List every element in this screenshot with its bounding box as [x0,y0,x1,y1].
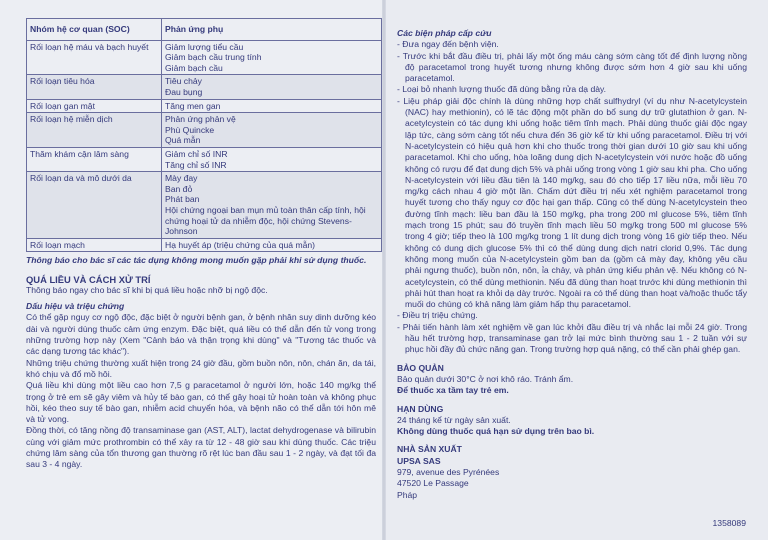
organ-cell: Rối loạn da và mô dưới da [27,172,162,239]
effect-text: Ban đỏ [165,183,193,194]
table-row [27,147,382,171]
table-row [27,75,382,99]
organ-cell: Rối loạn gan mật [27,99,162,113]
effect-text: Đau bụng [165,86,203,97]
effect-text: Hạ huyết áp (triệu chứng của quá mẫn) [165,239,316,250]
storage-text: Bảo quản dưới 30°C ở nơi khô ráo. Tránh ẩm. [397,373,574,384]
effect-cell [162,99,382,113]
effect-text: Phát ban [165,194,200,205]
manufacturer-country: Pháp [397,489,418,500]
effect-text: Quá mẫn [165,135,201,146]
bullet-text: Điều trị triệu chứng. [402,310,478,321]
emergency-bullet: - Điều trị triệu chứng. [397,310,478,321]
table-row [27,40,382,75]
effect-text: Hội chứng ngoại ban mụn mủ toàn thân cấp tính, hội chứng hoại tử da nhiễm độc, hội chứng Stevens-Johnson [165,204,366,237]
emergency-title: Các biện pháp cấp cứu [397,28,492,38]
organ-cell: Rối loạn hệ miễn dịch [27,113,162,148]
emergency-bullet: - Trước khi bắt đầu điều trị, phải lấy một ống máu càng sớm càng tốt để định lượng nồng độ paracetamol trong huyết tương nhưng không được sớm hơn 4 giờ sau khi uống paracetamol. [397,50,747,84]
bullet-text: Liệu pháp giải độc chính là dùng những hợp chất sulfhydryl (ví dụ như N-acetylcystein (NAC) hay methionin), có lẽ tác động một phần do bổ sung dự trữ glutathion ở gan. N-acetylcystein có tác dụng khi uống hoặc tiêm tĩnh mạch. Phải dùng thuốc giải độc ngay lập tức, càng sớm càng tốt nếu chưa đến 36 giờ kể từ khi uống paracetamol. Điều trị với N-acetylcystein có hiệu quả hơn khi cho thuốc trong thời gian dưới 10 giờ sau khi uống paracetamol. Khi cho uống, hòa loãng dung dịch N-acetylcystein với nước hoặc đồ uống không có rượu để đạt dung dịch 5% và phải uống trong vòng 1 giờ sau khi pha. Cho uống N-acetylcystein với liều đầu tiên là 140 mg/kg, sau đó cho tiếp 17 liều nữa, mỗi liều 70 mg/kg cách nhau 4 giờ một lần. Chấm dứt điều trị nếu xét nghiệm paracetamol trong huyết tương cho thấy nguy cơ độc hại gan thấp. Cũng có thể dùng N-acetylcystein theo đường tĩnh mạch: liều ban đầu là 150 mg/kg, pha trong 200 ml glucose 5%, tiêm tĩnh mạch trong 15 phút; sau đó truyền tĩnh mạch liều 50 mg/kg trong 500 ml glucose 5% trong 4 giờ; tiếp theo là 100 mg/kg trong 1 lít dung dịch trong vòng 16 giờ tiếp theo. Nếu không có dung dịch glucose 5% thì có thể dùng dung dịch natri clorid 0,9%. Tác dụng không mong muốn của N-acetylcystein gồm ban da (gồm cả mày đay, không yêu cầu phải ngưng thuốc), buồn nôn, nôn, ỉa chảy, và phản ứng kiểu phản vệ. Nếu không có N-acetylcystein, có thể dùng methionin. Nếu đã dùng than hoạt trước khi dùng methionin thì phải hút than hoạt ra khỏi dạ dày trước. Ngoài ra có thể dùng than hoạt và/hoặc thuốc tẩy muối do chúng có khả năng làm giảm hấp thụ paracetamol. [403,95,748,310]
symptoms-paragraph: Những triệu chứng thường xuất hiện trong 24 giờ đầu, gồm buồn nôn, nôn, chán ăn, da tái, khó chịu và đổ mồ hôi. [26,357,376,379]
storage-title: BẢO QUẢN [397,362,444,373]
organ-cell: Rối loạn hệ máu và bạch huyết [27,40,162,75]
effect-text: Tăng chỉ số INR [165,159,227,170]
header-organ: Nhóm hệ cơ quan (SOC) [27,19,162,41]
effect-cell [162,172,382,239]
side-effects-note: Thông báo cho bác sĩ các tác dụng không mong muốn gặp phải khi sử dụng thuốc. [26,255,367,266]
storage-warning: Để thuốc xa tầm tay trẻ em. [397,385,509,396]
organ-cell: Rối loạn mạch [27,238,162,252]
side-effects-table [26,18,382,252]
header-effect: Phản ứng phụ [162,19,382,41]
right-column [397,28,747,501]
organ-cell: Rối loạn tiêu hóa [27,75,162,99]
table-row [27,113,382,148]
emergency-bullet: - Loại bỏ nhanh lượng thuốc đã dùng bằng rửa dạ dày. [397,84,607,95]
overdose-paragraph: Quá liều khi dùng một liều cao hơn 7,5 g paracetamol ở người lớn, hoặc 140 mg/kg thể trọng ở trẻ em sẽ gây viêm và hủy tế bào gan, có thể gây hoại tử hoàn toàn và không phục hồi, kéo theo suy tế bào gan, nhiễm acid chuyển hóa, và bệnh não có thể dẫn tới hôn mê và tử vong. [26,380,376,425]
overdose-intro: Thông báo ngay cho bác sĩ khi bị quá liều hoặc nhỡ bị ngộ độc. [26,284,268,295]
table-row [27,99,382,113]
manufacturer-title: NHÀ SẢN XUẤT [397,444,462,455]
page-fold [382,0,386,540]
signs-paragraph: Có thể gặp nguy cơ ngộ độc, đặc biệt ở người bệnh gan, ở bệnh nhân suy dinh dưỡng kéo dài và người dùng thuốc cảm ứng enzym. Đặc biệt, quá liều có thể dẫn đến tử vong trong những trường hợp này (Xem "Cảnh báo và thận trọng khi dùng" và "Tương tác thuốc và các dạng tương tác khác"). [26,312,376,357]
liver-paragraph: Đồng thời, có tăng nồng độ transaminase gan (AST, ALT), lactat dehydrogenase và bilirubin cùng với giảm mức prothrombin có thể xảy ra từ 12 - 48 giờ sau khi dùng thuốc. Các triệu chứng lâm sàng của tổn thương gan thường rõ rệt lúc ban đầu sau 1 - 2 ngày, và đạt tối đa sau 3 - 4 ngày. [26,425,376,470]
bullet-text: Phải tiến hành làm xét nghiệm về gan lúc khởi đầu điều trị và nhắc lại mỗi 24 giờ. Trong hầu hết trường hợp, transaminase gan trở lại mức bình thường sau 1 - 2 tuần với sự phục hồi đầy đủ chức năng gan. Trong trường hợp quá nặng, có thể cần phải ghép gan. [402,321,747,355]
organ-cell: Thăm khám cận lâm sàng [27,147,162,171]
table-row [27,172,382,239]
emergency-bullet: - Liệu pháp giải độc chính là dùng những hợp chất sulfhydryl (ví dụ như N-acetylcystein (NAC) hay methionin), có lẽ tác động một phần do bổ sung dự trữ glutathion ở gan. N-acetylcystein có tác dụng khi uống hoặc tiêm tĩnh mạch. Phải dùng thuốc giải độc ngay lập tức, càng sớm càng tốt nếu chưa đến 36 giờ kể từ khi uống paracetamol. Điều trị với N-acetylcystein có hiệu quả hơn khi cho thuốc trong thời gian dưới 10 giờ sau khi uống paracetamol. Khi cho uống, hòa loãng dung dịch N-acetylcystein với nước hoặc đồ uống không có rượu để đạt dung dịch 5% và phải uống trong vòng 1 giờ sau khi pha. Cho uống N-acetylcystein với liều đầu tiên là 140 mg/kg, sau đó cho tiếp 17 liều nữa, mỗi liều 70 mg/kg cách nhau 4 giờ một lần. Chấm dứt điều trị nếu xét nghiệm paracetamol trong huyết tương cho thấy nguy cơ độc hại gan thấp. Cũng có thể dùng N-acetylcystein theo đường tĩnh mạch: liều ban đầu là 150 mg/kg, pha trong 200 ml glucose 5%, tiêm tĩnh mạch trong 15 phút; sau đó truyền tĩnh mạch liều 50 mg/kg trong 500 ml glucose 5% trong 4 giờ; tiếp theo là 100 mg/kg trong 1 lít dung dịch trong vòng 16 giờ tiếp theo. Nếu không có dung dịch glucose 5% thì có thể dùng dung dịch natri clorid 0,9%. Tác dụng không mong muốn của N-acetylcystein gồm ban da (gồm cả mày đay, không yêu cầu phải ngưng thuốc), buồn nôn, nôn, ỉa chảy, và phản ứng kiểu phản vệ. Nếu không có N-acetylcystein, có thể dùng methionin. Nếu đã dùng than hoạt trước khi dùng methionin thì phải hút than hoạt ra khỏi dạ dày trước. Ngoài ra có thể dùng than hoạt và/hoặc thuốc tẩy muối do chúng có khả năng làm giảm hấp thụ paracetamol. [397,95,748,310]
effect-cell [162,40,382,75]
effect-text: Tăng men gan [165,100,221,111]
effect-text: Mày đay [165,173,198,184]
effect-text: Giảm bạch cầu [165,62,223,73]
effect-cell [162,75,382,99]
manufacturer-address-line2: 47520 Le Passage [397,478,469,489]
overdose-title: QUÁ LIỀU VÀ CÁCH XỬ TRÍ [26,273,151,285]
effect-text: Giảm chỉ số INR [165,148,228,159]
effect-text: Phản ứng phản vệ [165,114,236,125]
effect-cell [162,113,382,148]
effect-text: Giảm lượng tiểu cầu [165,41,244,52]
bullet-text: Trước khi bắt đầu điều trị, phải lấy một ống máu càng sớm càng tốt để định lượng nồng độ paracetamol trong huyết tương nhưng không được sớm hơn 4 giờ sau khi uống paracetamol. [402,50,747,84]
left-column [26,18,376,471]
emergency-bullet: - Đưa ngay đến bệnh viện. [397,39,499,50]
effect-text: Tiêu chảy [165,76,202,87]
effect-text: Giảm bạch cầu trung tính [165,52,262,63]
document-code: 1358089 [712,518,746,528]
manufacturer-address-line1: 979, avenue des Pyrénées [397,466,500,477]
expiry-text: 24 tháng kể từ ngày sản xuất. [397,414,511,425]
effect-cell [162,238,382,252]
bullet-text: Loại bỏ nhanh lượng thuốc đã dùng bằng rửa dạ dày. [402,84,607,95]
expiry-title: HẠN DÙNG [397,403,444,414]
expiry-warning: Không dùng thuốc quá hạn sử dụng trên bao bì. [397,426,595,437]
emergency-bullet: - Phải tiến hành làm xét nghiệm về gan lúc khởi đầu điều trị và nhắc lại mỗi 24 giờ. Trong hầu hết trường hợp, transaminase gan trở lại mức bình thường sau 1 - 2 tuần với sự phục hồi đầy đủ chức năng gan. Trong trường hợp quá nặng, có thể cần phải ghép gan. [397,321,747,355]
signs-title: Dấu hiệu và triệu chứng [26,301,125,312]
effect-text: Phù Quincke [165,124,215,135]
effect-cell [162,147,382,171]
table-header [27,19,382,41]
table-row [27,238,382,252]
manufacturer-name: UPSA SAS [397,455,441,466]
bullet-text: Đưa ngay đến bệnh viện. [402,39,499,50]
